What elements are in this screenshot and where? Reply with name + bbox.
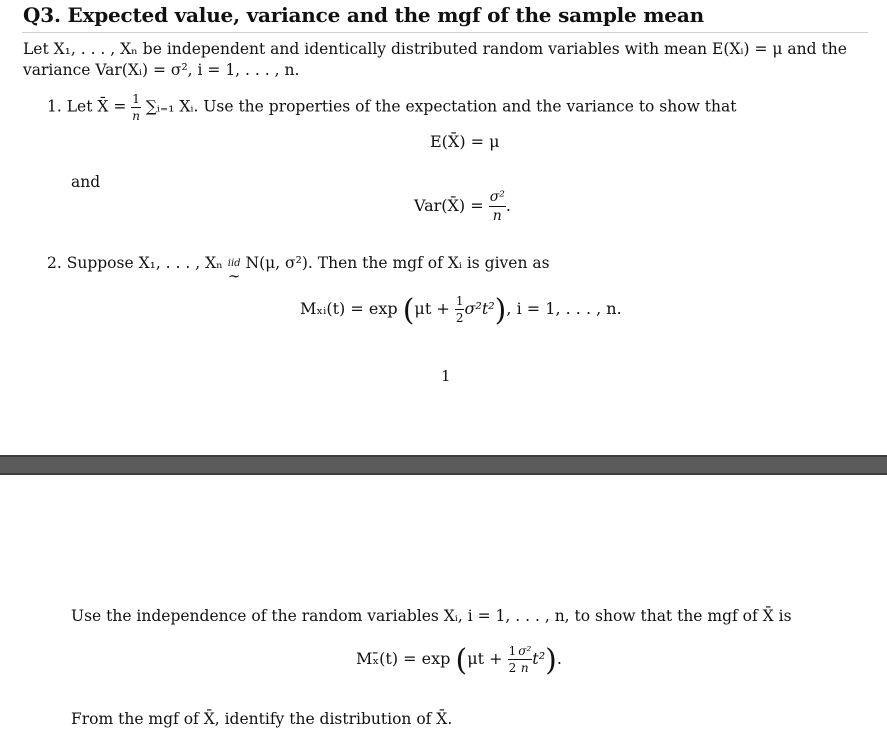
and-label: and [71, 173, 101, 191]
mgf-xi-close-paren: ) [494, 293, 507, 328]
part-1-fraction-den: n [132, 109, 140, 123]
mgf-xi-inner-post: σ²t² [464, 299, 495, 318]
mgf-xbar-fraction-1-num: 1 [508, 644, 517, 658]
part-1-text-pre: Let X̄ = [66, 97, 127, 116]
iid-label: iid [227, 258, 241, 269]
equation-expectation: E(X̄) = μ [430, 132, 500, 151]
mgf-xbar-fraction-2 [517, 645, 532, 674]
part-1-fraction [131, 93, 141, 122]
page-2-text-1: Use the independence of the random variables Xᵢ, i = 1, . . . , n, to show that the mgf of X̄ is [71, 607, 792, 625]
mgf-xi-tail: , i = 1, . . . , n. [506, 299, 622, 318]
mgf-xbar-inner-post: t² [532, 649, 546, 668]
page-separator [0, 455, 887, 475]
part-1-text-post: ∑ᵢ₌₁ Xᵢ. Use the properties of the expectation and the variance to show that [145, 97, 737, 116]
mgf-xbar-lhs: Mₓ̄(t) = exp [356, 649, 451, 668]
mgf-xi-inner-pre: μt + [414, 299, 450, 318]
iid-symbol-stack [228, 259, 241, 284]
variance-lhs: Var(X̄) = [414, 196, 484, 215]
part-2-text-pre: Suppose X₁, . . . , Xₙ [66, 254, 223, 272]
mgf-xbar-fraction-2-den: n [520, 661, 529, 675]
equation-mgf-xbar [356, 643, 562, 678]
mgf-xbar-close-paren: ) [545, 643, 557, 678]
part-2-marker: 2. [47, 254, 62, 272]
document-page-2 [0, 475, 887, 740]
title-underline [22, 32, 868, 33]
mgf-xi-lhs: Mₓᵢ(t) = exp [300, 299, 398, 318]
equation-mgf-xi [300, 293, 622, 328]
mgf-xi-fraction-den: 2 [455, 311, 464, 325]
mgf-xi-fraction-num: 1 [455, 294, 464, 308]
mgf-xbar-period: . [556, 649, 562, 668]
intro-line-1: Let X₁, . . . , Xₙ be independent and identically distributed random variables with mean E(Xᵢ) = μ and the [23, 40, 847, 58]
part-2-text-post: N(μ, σ²). Then the mgf of Xᵢ is given as [245, 254, 550, 272]
mgf-xbar-fraction-1-den: 2 [508, 661, 517, 675]
mgf-xbar-fraction-2-num: σ² [518, 644, 532, 658]
mgf-xbar-fraction-1 [508, 645, 518, 674]
part-1-fraction-num: 1 [132, 92, 140, 106]
mgf-xi-open-paren: ( [402, 293, 415, 328]
variance-fraction [489, 190, 506, 223]
equation-variance [414, 190, 511, 223]
variance-period: . [505, 196, 511, 215]
part-1-statement [47, 93, 736, 122]
intro-line-2: variance Var(Xᵢ) = σ², i = 1, . . . , n. [23, 61, 300, 79]
page-number: 1 [441, 367, 451, 385]
mgf-xbar-open-paren: ( [455, 643, 468, 678]
page-2-text-2: From the mgf of X̄, identify the distribution of X̄. [71, 710, 453, 728]
variance-fraction-den: n [492, 208, 502, 224]
part-2-statement [47, 253, 550, 284]
iid-tilde: ∼ [227, 267, 241, 285]
part-1-marker: 1. [47, 97, 62, 116]
variance-fraction-num: σ² [489, 189, 505, 205]
mgf-xbar-inner-pre: μt + [467, 649, 503, 668]
question-title: Q3. Expected value, variance and the mgf of the sample mean [23, 3, 704, 27]
